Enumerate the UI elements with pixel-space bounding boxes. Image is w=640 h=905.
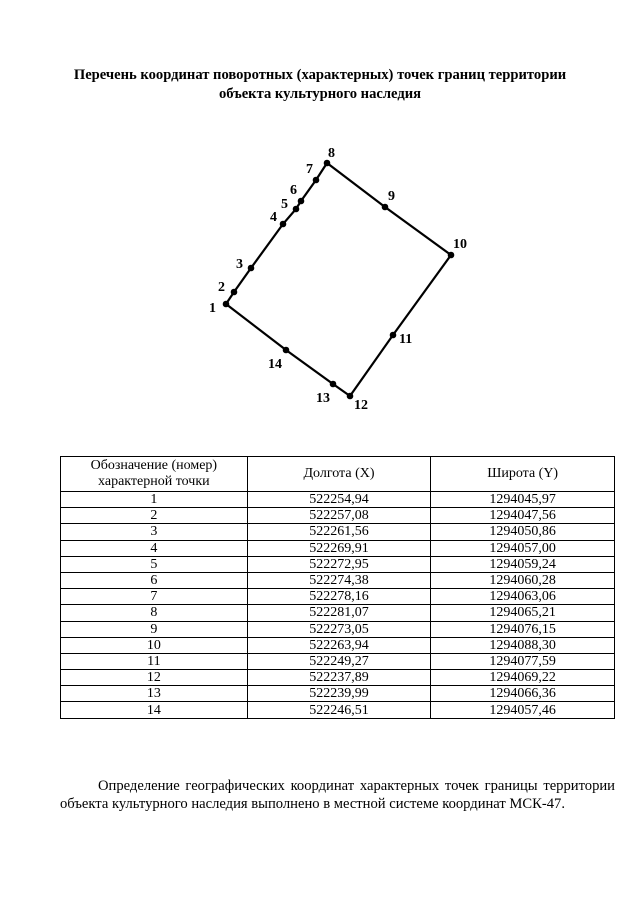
cell-point-number: 10 <box>61 637 248 653</box>
header-point-number: Обозначение (номер) характерной точки <box>61 457 248 492</box>
boundary-point-7 <box>313 177 320 184</box>
table-row <box>61 492 615 508</box>
point-labels <box>209 146 467 413</box>
cell-latitude: 1294066,36 <box>431 686 615 702</box>
table-row <box>61 686 615 702</box>
header-latitude: Широта (Y) <box>431 457 615 492</box>
cell-latitude: 1294057,00 <box>431 540 615 556</box>
table-row <box>61 670 615 686</box>
point-label-12: 12 <box>354 398 368 413</box>
point-label-6: 6 <box>290 183 297 198</box>
cell-point-number: 3 <box>61 524 248 540</box>
boundary-points <box>223 160 455 400</box>
boundary-point-4 <box>280 221 287 228</box>
cell-longitude: 522254,94 <box>247 492 431 508</box>
boundary-point-10 <box>448 252 455 259</box>
cell-point-number: 11 <box>61 653 248 669</box>
cell-point-number: 9 <box>61 621 248 637</box>
table-row <box>61 605 615 621</box>
cell-longitude: 522278,16 <box>247 589 431 605</box>
coordinates-table <box>60 456 615 719</box>
cell-point-number: 5 <box>61 556 248 572</box>
table-body <box>61 492 615 719</box>
cell-latitude: 1294060,28 <box>431 572 615 588</box>
table-row <box>61 621 615 637</box>
boundary-point-9 <box>382 204 389 211</box>
boundary-point-1 <box>223 301 230 308</box>
point-label-9: 9 <box>388 189 395 204</box>
cell-longitude: 522263,94 <box>247 637 431 653</box>
title-line-1: Перечень координат поворотных (характерных) точек границ территории <box>73 67 567 83</box>
point-label-14: 14 <box>268 357 282 372</box>
point-label-8: 8 <box>328 146 335 161</box>
cell-latitude: 1294076,15 <box>431 621 615 637</box>
title-line-2: объекта культурного наследия <box>218 86 422 102</box>
boundary-point-3 <box>248 265 255 272</box>
boundary-point-6 <box>298 198 305 205</box>
cell-latitude: 1294057,46 <box>431 702 615 718</box>
boundary-point-5 <box>293 206 300 213</box>
cell-latitude: 1294059,24 <box>431 556 615 572</box>
point-label-4: 4 <box>270 210 277 225</box>
table-row <box>61 524 615 540</box>
cell-point-number: 13 <box>61 686 248 702</box>
point-label-11: 11 <box>399 332 413 347</box>
cell-point-number: 2 <box>61 508 248 524</box>
cell-longitude: 522257,08 <box>247 508 431 524</box>
boundary-point-12 <box>347 393 354 400</box>
boundary-point-13 <box>330 381 337 388</box>
table-row <box>61 702 615 718</box>
point-label-2: 2 <box>218 280 225 295</box>
cell-longitude: 522239,99 <box>247 686 431 702</box>
table-row <box>61 556 615 572</box>
cell-longitude: 522269,91 <box>247 540 431 556</box>
document-title <box>60 66 580 104</box>
cell-point-number: 12 <box>61 670 248 686</box>
cell-point-number: 4 <box>61 540 248 556</box>
table-row <box>61 637 615 653</box>
cell-longitude: 522249,27 <box>247 653 431 669</box>
cell-latitude: 1294088,30 <box>431 637 615 653</box>
cell-latitude: 1294069,22 <box>431 670 615 686</box>
point-label-5: 5 <box>281 197 288 212</box>
cell-longitude: 522272,95 <box>247 556 431 572</box>
table-row <box>61 653 615 669</box>
header-longitude: Долгота (X) <box>247 457 431 492</box>
table-row <box>61 572 615 588</box>
cell-latitude: 1294045,97 <box>431 492 615 508</box>
point-label-3: 3 <box>236 257 243 272</box>
cell-latitude: 1294050,86 <box>431 524 615 540</box>
cell-longitude: 522281,07 <box>247 605 431 621</box>
cell-latitude: 1294065,21 <box>431 605 615 621</box>
cell-point-number: 7 <box>61 589 248 605</box>
cell-longitude: 522273,05 <box>247 621 431 637</box>
cell-latitude: 1294047,56 <box>431 508 615 524</box>
table-header-row <box>61 457 615 492</box>
cell-point-number: 6 <box>61 572 248 588</box>
point-label-7: 7 <box>306 162 313 177</box>
table-row <box>61 508 615 524</box>
cell-point-number: 8 <box>61 605 248 621</box>
boundary-point-11 <box>390 332 397 339</box>
table-row <box>61 540 615 556</box>
cell-point-number: 14 <box>61 702 248 718</box>
boundary-point-14 <box>283 347 290 354</box>
cell-longitude: 522246,51 <box>247 702 431 718</box>
note-paragraph: Определение географических координат характерных точек границы территории объекта культурного наследия выполнено в местной системе координат МСК-47. <box>60 777 615 812</box>
point-label-13: 13 <box>316 391 330 406</box>
cell-longitude: 522237,89 <box>247 670 431 686</box>
point-label-10: 10 <box>453 237 467 252</box>
cell-latitude: 1294063,06 <box>431 589 615 605</box>
point-label-1: 1 <box>209 301 216 316</box>
cell-point-number: 1 <box>61 492 248 508</box>
cell-latitude: 1294077,59 <box>431 653 615 669</box>
boundary-scheme <box>0 130 640 420</box>
table-row <box>61 589 615 605</box>
boundary-point-2 <box>231 289 238 296</box>
cell-longitude: 522274,38 <box>247 572 431 588</box>
boundary-polygon <box>226 163 451 396</box>
cell-longitude: 522261,56 <box>247 524 431 540</box>
